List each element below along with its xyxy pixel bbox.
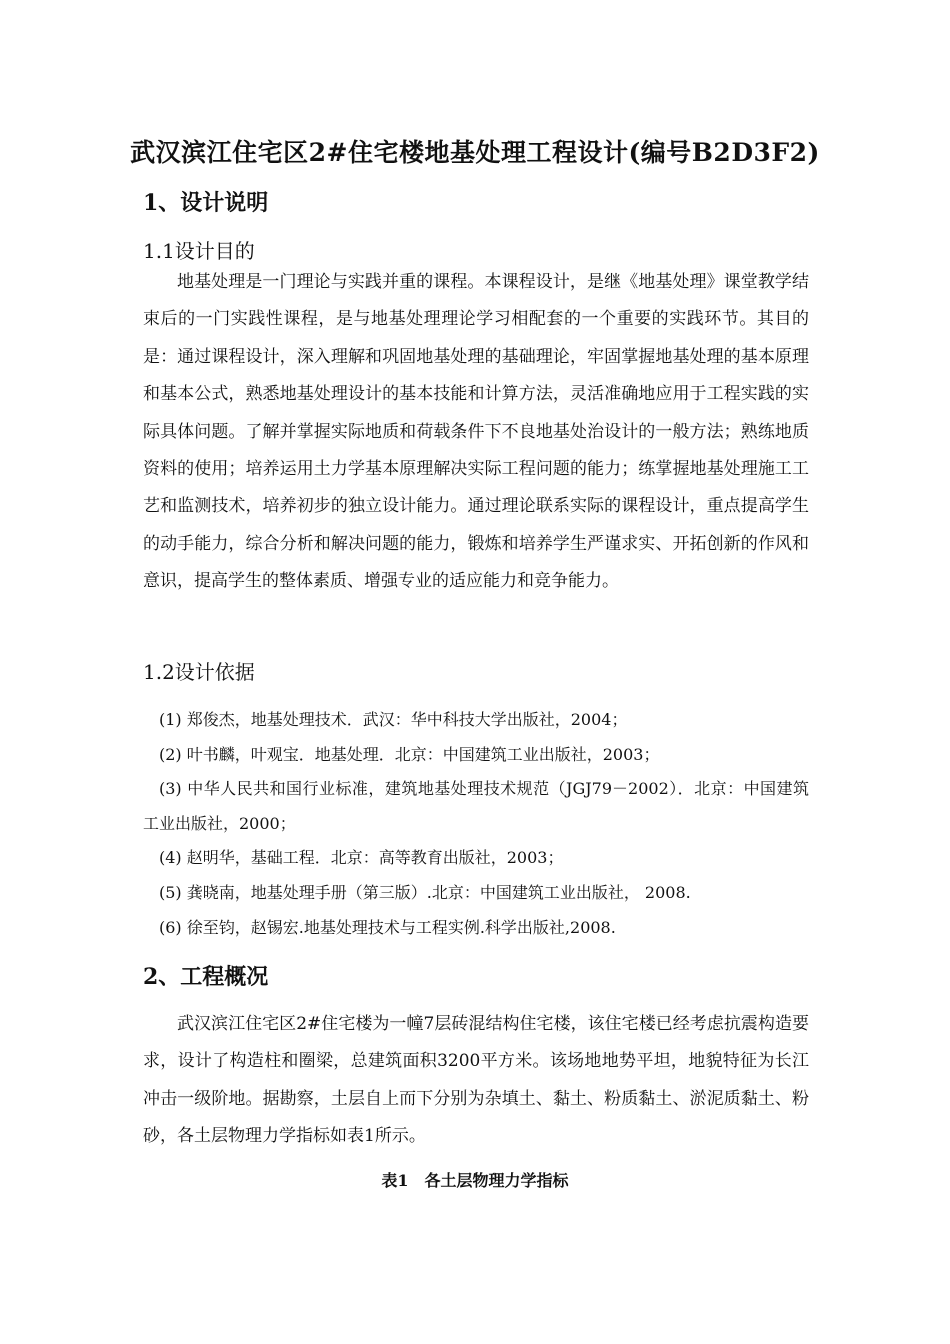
reference-item: (5) 龚晓南，地基处理手册（第三版）.北京：中国建筑工业出版社， 2008. (159, 882, 691, 902)
reference-item: (6) 徐至钧，赵锡宏.地基处理技术与工程实例.科学出版社,2008. (159, 917, 616, 937)
section-heading-project-overview: 2、工程概况 (143, 964, 269, 990)
project-overview-paragraph: 武汉滨江住宅区2#住宅楼为一幢7层砖混结构住宅楼，该住宅楼已经考虑抗震构造要求，设计了构造柱和圈梁，总建筑面积3200平方米。该场地地势平坦，地貌特征为长江冲击一级阶地。据勘察，土层自上而下分别为杂填土、黏土、粉质黏土、淤泥质黏土、粉砂，各土层物理力学指标如表1所示。 (143, 1014, 809, 1147)
document-title: 武汉滨江住宅区2#住宅楼地基处理工程设计(编号B2D3F2) (130, 138, 820, 167)
reference-item: (2) 叶书麟，叶观宝．地基处理．北京：中国建筑工业出版社，2003； (159, 744, 660, 764)
section-heading-design-description: 1、设计说明 (143, 190, 269, 216)
reference-item: (3) 中华人民共和国行业标准，建筑地基处理技术规范（JGJ79－2002）．北京：中国建筑工业出版社，2000； (143, 779, 809, 833)
reference-item: (4) 赵明华，基础工程．北京：高等教育出版社，2003； (159, 848, 564, 868)
reference-item: (1) 郑俊杰，地基处理技术．武汉：华中科技大学出版社，2004； (159, 710, 628, 729)
subsection-heading-design-basis: 1.2设计依据 (143, 660, 255, 684)
reference-list (143, 703, 809, 945)
design-purpose-paragraph: 地基处理是一门理论与实践并重的课程。本课程设计，是继《地基处理》课堂教学结束后的一门实践性课程，是与地基处理理论学习相配套的一个重要的实践环节。其目的是：通过课程设计，深入理解和巩固地基处理的基础理论，牢固掌握地基处理的基本原理和基本公式，熟悉地基处理设计的基本技能和计算方法，灵活准确地应用于工程实践的实际具体问题。了解并掌握实际地质和荷载条件下不良地基处治设计的一般方法；熟练地质资料的使用；培养运用土力学基本原理解决实际工程问题的能力；练掌握地基处理施工工艺和监测技术，培养初步的独立设计能力。通过理论联系实际的课程设计，重点提高学生的动手能力，综合分析和解决问题的能力，锻炼和培养学生严谨求实、开拓创新的作风和意识，提高学生的整体素质、增强专业的适应能力和竞争能力。 (143, 272, 809, 592)
table-caption: 表1 各土层物理力学指标 (381, 1171, 569, 1190)
subsection-heading-design-purpose: 1.1设计目的 (143, 239, 255, 263)
